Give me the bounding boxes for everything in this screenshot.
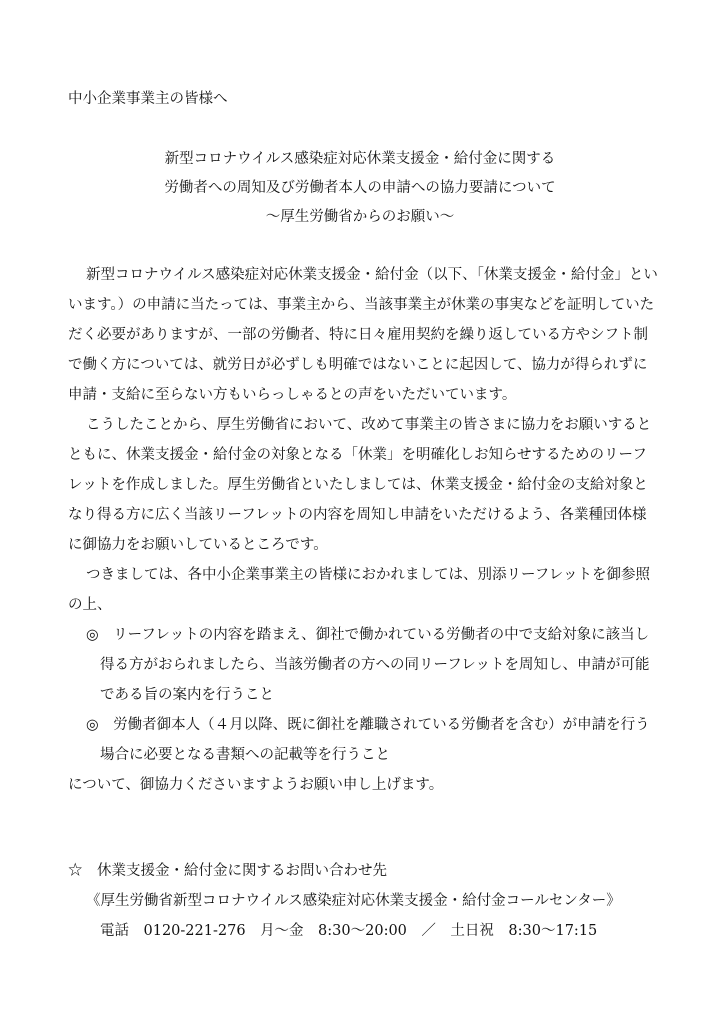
bullet-1-line-3: である旨の案内を行うこと	[100, 687, 274, 703]
paragraph-3-line-2: の上、	[68, 597, 112, 613]
call-center-name: 《厚生労働省新型コロナウイルス感染症対応休業支援金・給付金コールセンター》	[86, 893, 621, 909]
paragraph-1-line-5: 申請・支給に至らない方もいらっしゃるとの声をいただいています。	[68, 387, 517, 403]
bullet-2-line-1: ◎ 労働者御本人（４月以降、既に御社を離職されている労働者を含む）が申請を行う	[86, 717, 650, 733]
paragraph-2-line-5: に御協力をお願いしているところです。	[68, 537, 328, 553]
paragraph-3-line-1: つきましては、各中小企業事業主の皆様におかれましては、別添リーフレットを御参照	[86, 567, 651, 583]
bullet-2-line-2: 場合に必要となる書類への記載等を行うこと	[100, 747, 390, 763]
weekday-hours: 月〜金 8:30〜20:00	[260, 923, 407, 939]
contact-heading: ☆ 休業支援金・給付金に関するお問い合わせ先	[68, 863, 387, 879]
paragraph-1-line-1: 新型コロナウイルス感染症対応休業支援金・給付金（以下、「休業支援金・給付金」とい	[86, 267, 658, 283]
bullet-1-line-2: 得る方がおられましたら、当該労働者の方への同リーフレットを周知し、申請が可能	[100, 657, 650, 673]
paragraph-1-line-3: だく必要がありますが、一部の労働者、特に日々雇用契約を繰り返している方やシフト制	[68, 327, 648, 343]
bullet-1-line-1: ◎ リーフレットの内容を踏まえ、御社で働かれている労働者の中で支給対象に該当し	[86, 627, 650, 643]
hours-separator: ／	[421, 923, 436, 939]
paragraph-1-line-4: で働く方については、就労日が必ずしも明確ではないことに起因して、協力が得られずに	[68, 357, 648, 373]
holiday-hours: 土日祝 8:30〜17:15	[450, 923, 598, 939]
closing-line: について、御協力くださいますようお願い申し上げます。	[68, 777, 444, 793]
paragraph-1-line-2: います。）の申請に当たっては、事業主から、当該事業主が休業の事実などを証明していた	[68, 297, 655, 313]
title-line-1: 新型コロナウイルス感染症対応休業支援金・給付金に関する	[164, 151, 556, 167]
paragraph-2-line-3: レットを作成しました。厚生労働省といたしましては、休業支援金・給付金の支給対象と	[68, 477, 648, 493]
addressee: 中小企業事業主の皆様へ	[68, 91, 228, 107]
contact-phone-line	[100, 924, 597, 939]
paragraph-2-line-4: なり得る方に広く当該リーフレットの内容を周知し申請をいただけるよう、各業種団体様	[68, 507, 647, 523]
title-line-2: 労働者への周知及び労働者本人の申請への協力要請について	[164, 180, 556, 196]
title-line-3: 〜厚生労働省からのお願い〜	[265, 209, 455, 225]
paragraph-2-line-2: ともに、休業支援金・給付金の対象となる「休業」を明確化しお知らせするためのリーフ	[68, 447, 647, 463]
phone-number: 0120-221-276	[143, 923, 246, 939]
paragraph-2-line-1: こうしたことから、厚生労働省において、改めて事業主の皆さまに協力をお願いすると	[86, 417, 652, 433]
phone-label: 電話	[100, 923, 129, 939]
